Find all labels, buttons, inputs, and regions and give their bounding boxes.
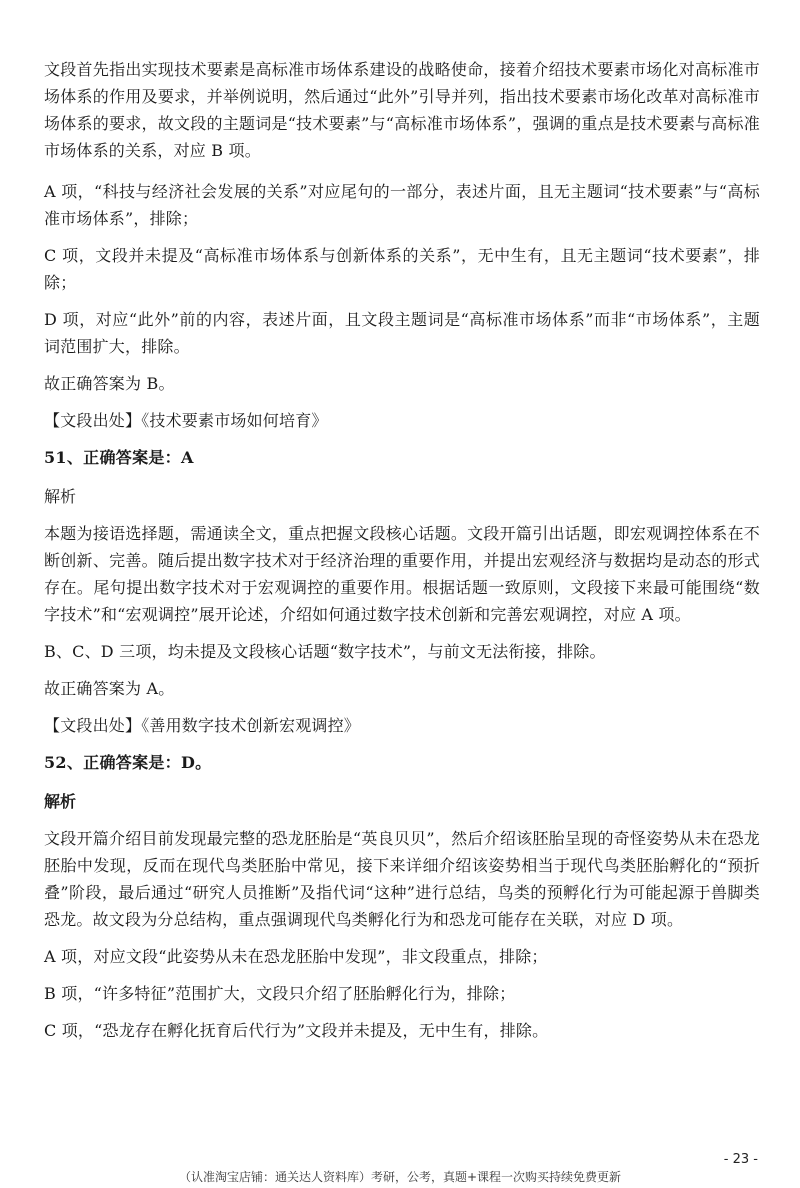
question-52-paragraph: B 项，“许多特征”范围扩大，文段只介绍了胚胎孵化行为，排除； [44, 984, 516, 1003]
paragraph-source-1: 【文段出处】《技术要素市场如何培育》 [44, 411, 328, 430]
paragraph-summary-b: 文段首先指出实现技术要素是高标准市场体系建设的战略使命，接着介绍技术要素市场化对高标准市场体系的作用及要求，并举例说明，然后通过“此外”引导并列，指出技术要素市场化改革对高标准市场体系的要求，故文段的主题词是“技术要素”与“高标准市场体系”，强调的重点是技术要素与高标准市场体系的关系，对应 B 项。 [44, 60, 760, 160]
page-number: - 23 - [723, 1152, 758, 1167]
question-52-paragraph: 文段开篇介绍目前发现最完整的恐龙胚胎是“英良贝贝”，然后介绍该胚胎呈现的奇怪姿势从未在恐龙胚胎中发现，反而在现代鸟类胚胎中常见，接下来详细介绍该姿势相当于现代鸟类胚胎孵化的“预折叠”阶段，最后通过“研究人员推断”及指代词“这种”进行总结，鸟类的预孵化行为可能起源于兽脚类恐龙。故文段为分总结构，重点强调现代鸟类孵化行为和恐龙可能存在关联，对应 D 项。 [44, 829, 760, 929]
paragraph-option-d: D 项，对应“此外”前的内容，表述片面，且文段主题词是“高标准市场体系”而非“市场体系”，主题词范围扩大，排除。 [44, 310, 760, 356]
question-51-paragraph: 本题为接语选择题，需通读全文，重点把握文段核心话题。文段开篇引出话题，即宏观调控体系在不断创新、完善。随后提出数字技术对于经济治理的重要作用，并提出宏观经济与数据均是动态的形式存在。尾句提出数字技术对于宏观调控的重要作用。根据话题一致原则，文段接下来最可能围绕“数字技术”和“宏观调控”展开论述，介绍如何通过数字技术创新和完善宏观调控，对应 A 项。 [44, 524, 760, 624]
document-page [44, 56, 760, 1054]
question-51-analysis-label: 解析 [44, 487, 77, 506]
question-51-paragraph: 故正确答案为 A。 [44, 679, 175, 698]
question-52-analysis-label: 解析 [44, 792, 77, 811]
paragraph-answer-b: 故正确答案为 B。 [44, 374, 175, 393]
question-51-heading: 51、正确答案是：A [44, 448, 194, 467]
question-52-heading: 52、正确答案是：D。 [44, 753, 212, 772]
paragraph-option-a: A 项，“科技与经济社会发展的关系”对应尾句的一部分，表述片面，且无主题词“技术要素”与“高标准市场体系”，排除； [44, 182, 760, 228]
question-51-source: 【文段出处】《善用数字技术创新宏观调控》 [44, 716, 361, 735]
footer-note: （认准淘宝店铺：通关达人资料库）考研，公考，真题+课程一次购买持续免费更新 [178, 1170, 622, 1184]
question-51-paragraph: B、C、D 三项，均未提及文段核心话题“数字技术”，与前文无法衔接，排除。 [44, 642, 606, 661]
paragraph-option-c: C 项，文段并未提及“高标准市场体系与创新体系的关系”，无中生有，且无主题词“技术要素”，排除； [44, 246, 760, 292]
question-52-paragraph: A 项，对应文段“此姿势从未在恐龙胚胎中发现”，非文段重点，排除； [44, 947, 548, 966]
question-52-paragraph: C 项，“恐龙存在孵化抚育后代行为”文段并未提及，无中生有，排除。 [44, 1021, 549, 1040]
